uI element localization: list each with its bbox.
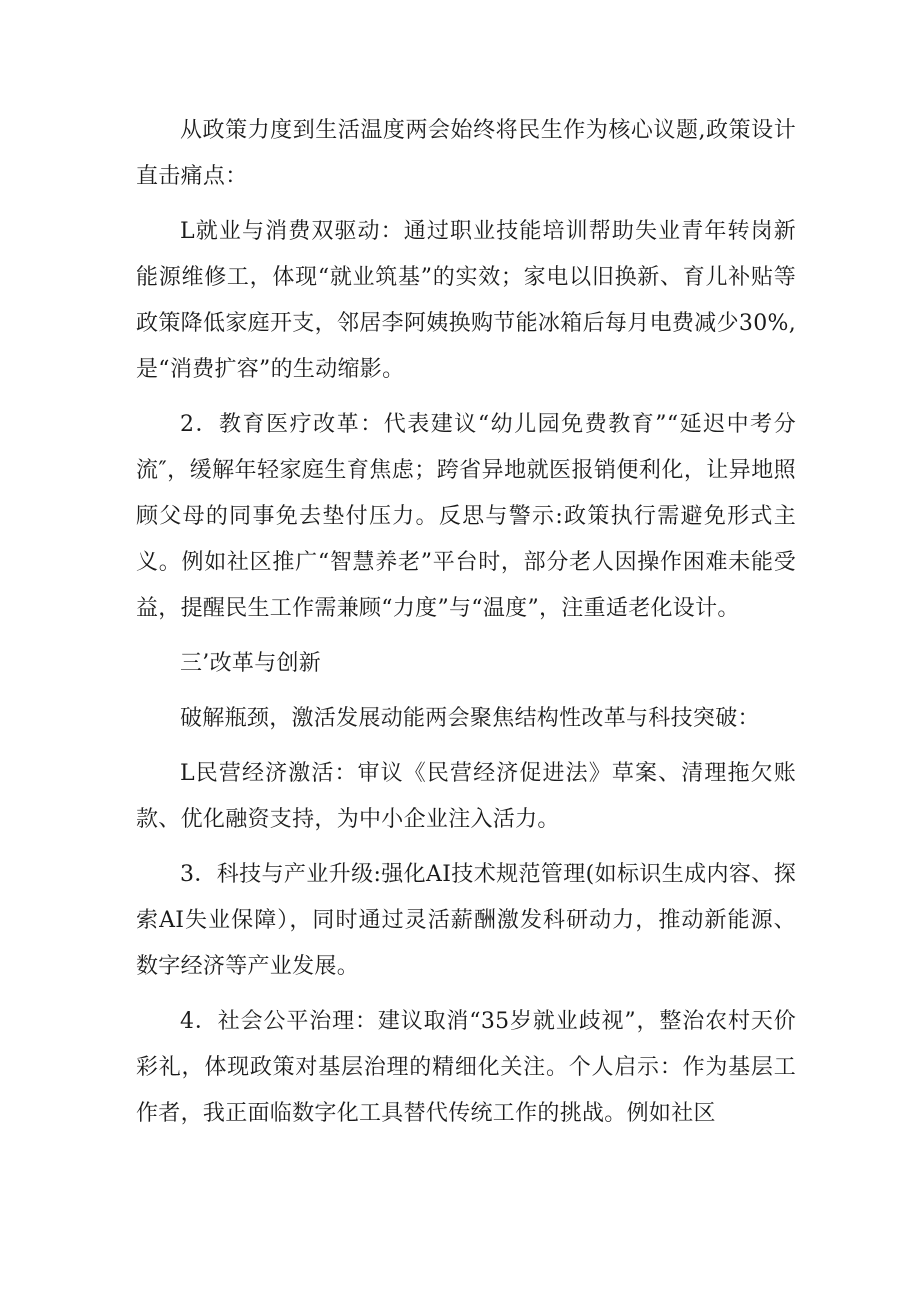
paragraph-private-economy: L民营经济激活：审议《民营经济促进法》草案、清理拖欠账款、优化融资支持，为中小企业注入活力。 (136, 761, 796, 832)
document-body (136, 108, 796, 1146)
paragraph-employment-consumption: L就业与消费双驱动：通过职业技能培训帮助失业青年转岗新能源维修工，体现“就业筑基”的实效；家电以旧换新、育儿补贴等政策降低家庭开支，邻居李阿姨换购节能冰箱后每月电费减少30%,是“消费扩容”的生动缩影。 (136, 219, 796, 382)
paragraph-tech-industry: 3．科技与产业升级:强化AI技术规范管理(如标识生成内容、探索AI失业保障），同时通过灵活薪酬激发科研动力，推动新能源、数字经济等产业发展。 (136, 862, 796, 979)
paragraph-social-governance: 4．社会公平治理：建议取消“35岁就业歧视”，整治农村天价彩礼，体现政策对基层治理的精细化关注。个人启示：作为基层工作者，我正面临数字化工具替代传统工作的挑战。例如社区 (136, 1009, 796, 1126)
paragraph-reform-intro: 破解瓶颈，激活发展动能两会聚焦结构性改革与科技突破： (180, 706, 760, 731)
section-heading-reform: 三’改革与创新 (180, 651, 322, 676)
paragraph-livelihood-intro: 从政策力度到生活温度两会始终将民生作为核心议题,政策设计直击痛点： (136, 118, 796, 189)
paragraph-education-medical: 2．教育医疗改革：代表建议“幼儿园免费教育”“延迟中考分流″，缓解年轻家庭生育焦虑；跨省异地就医报销便利化，让异地照顾父母的同事免去垫付压力。反思与警示:政策执行需避免形式主义。例如社区推广“智慧养老”平台时，部分老人因操作困难未能受益，提醒民生工作需兼顾“力度”与“温度”，注重适老化设计。 (136, 412, 796, 621)
